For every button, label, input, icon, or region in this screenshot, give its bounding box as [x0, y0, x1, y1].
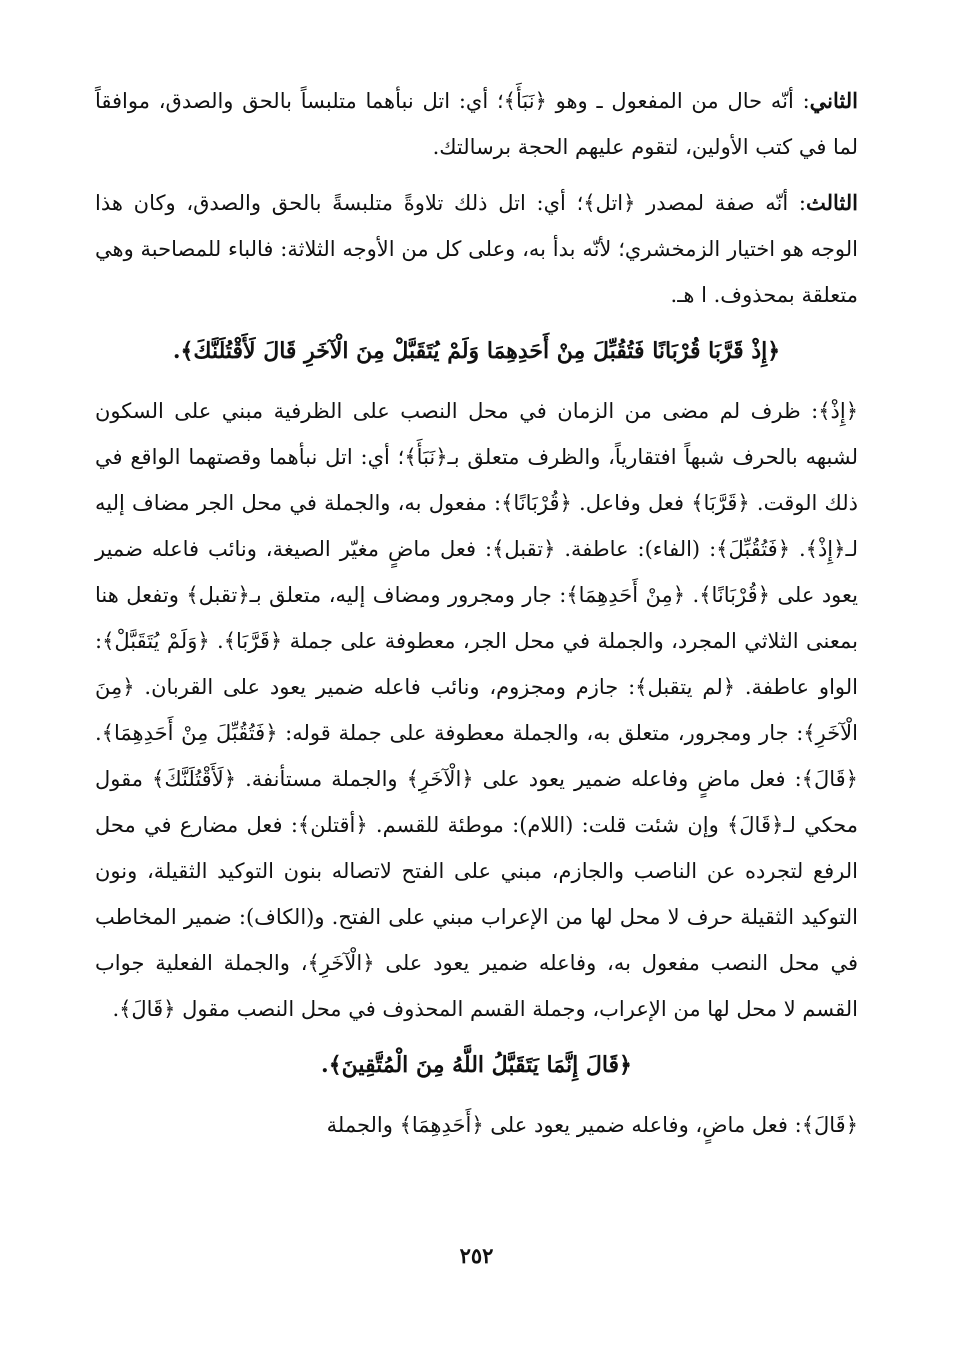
paragraph-lead: الثاني: [809, 88, 858, 113]
grammatical-analysis: ﴿قَالَ﴾: فعل ماضٍ، وفاعله ضمير يعود على ﴿أَحَدِهِمَا﴾ والجملة: [326, 1113, 858, 1137]
grammatical-analysis: ﴿إِذْ﴾: ظرف لم مضى من الزمان في محل النصب على الظرفية مبني على السكون لشبهه بالحرف شبهاً افتقارياً، والظرف متعلق بـ﴿نَبَأَ﴾؛ أي: اتل نبأهما وقصتهما الواقع في ذلك الوقت. ﴿قَرَّبَا﴾ فعل وفاعل. ﴿قُرْبَانًا﴾: مفعول به، والجملة في محل الجر مضاف إليه لـ﴿إِذْ﴾. ﴿فَتُقُبِّلَ﴾: (الفاء): عاطفة. ﴿تقبل﴾: فعل ماضٍ مغيّر الصيغة، ونائب فاعله ضمير يعود على ﴿قُرْبَانًا﴾. ﴿مِنْ أَحَدِهِمَا﴾: جار ومجرور ومضاف إليه، متعلق بـ﴿تقبل﴾ وتفعل هنا بمعنى الثلاثي المجرد، والجملة في محل الجر، معطوفة على جملة ﴿قَرَّبَا﴾. ﴿وَلَمْ يُتَقَبَّلْ﴾: الواو عاطفة. ﴿لم يتقبل﴾: جازم ومجزوم، ونائب فاعله ضمير يعود على القربان. ﴿مِنَ الْآخَرِ﴾: جار ومجرور، متعلق به، والجملة معطوفة على جملة قوله: ﴿فَتُقُبِّلَ مِنْ أَحَدِهِمَا﴾. ﴿قَالَ﴾: فعل ماضٍ وفاعله ضمير يعود على ﴿الْآخَرِ﴾ والجملة مستأنفة. ﴿لَأَقْتُلَنَّكَ﴾ مقول محكي لـ﴿قَالَ﴾ وإن شئت قلت: (اللام): موطئة للقسم. ﴿أقتلن﴾: فعل مضارع في محل الرفع لتجرده عن الناصب والجازم، مبني على الفتح لاتصاله بنون التوكيد الثقيلة، ونون التوكيد الثقيلة حرف لا محل لها من الإعراب مبني على الفتح. و(الكاف): ضمير المخاطب في محل النصب مفعول به، وفاعله ضمير يعود على ﴿الْآخَرِ﴾، والجملة الفعلية جواب القسم لا محل لها من الإعراب، وجملة القسم المحذوف في محل النصب مقول ﴿قَالَ﴾.: [95, 399, 858, 1021]
paragraph-text: : أنّه صفة لمصدر ﴿اتل﴾؛ أي: اتل ذلك تلاوةً متلبسةً بالحق والصدق، وكان هذا الوجه هو اختيار الزمخشري؛ لأنّه بدأ به، وعلى كل من الأوجه الثلاثة: فالباء للمصاحبة وهي متعلقة بمحذوف. ا هـ.: [95, 191, 858, 307]
quran-verse: ﴿قَالَ إِنَّمَا يَتَقَبَّلُ اللَّهُ مِنَ الْمُتَّقِينَ﴾.: [321, 1052, 632, 1078]
paragraph-second-aspect: [95, 78, 858, 170]
page-number: ٢٥٢: [459, 1243, 494, 1268]
paragraph-lead: الثالث: [806, 190, 858, 215]
paragraph-text: : أنّه حال من المفعول ـ وهو ﴿نَبَأَ﴾؛ أي: اتل نبأهما متلبساً بالحق والصدق، موافقاً لما في كتب الأولين، لتقوم عليهم الحجة برسالتك.: [95, 89, 858, 159]
paragraph-third-aspect: [95, 180, 858, 318]
quran-verse: ﴿إِذْ قَرَّبَا قُرْبَانًا فَتُقُبِّلَ مِنْ أَحَدِهِمَا وَلَمْ يُتَقَبَّلْ مِنَ الْآخَرِ قَالَ لَأَقْتُلَنَّكَ﴾.: [172, 338, 781, 364]
